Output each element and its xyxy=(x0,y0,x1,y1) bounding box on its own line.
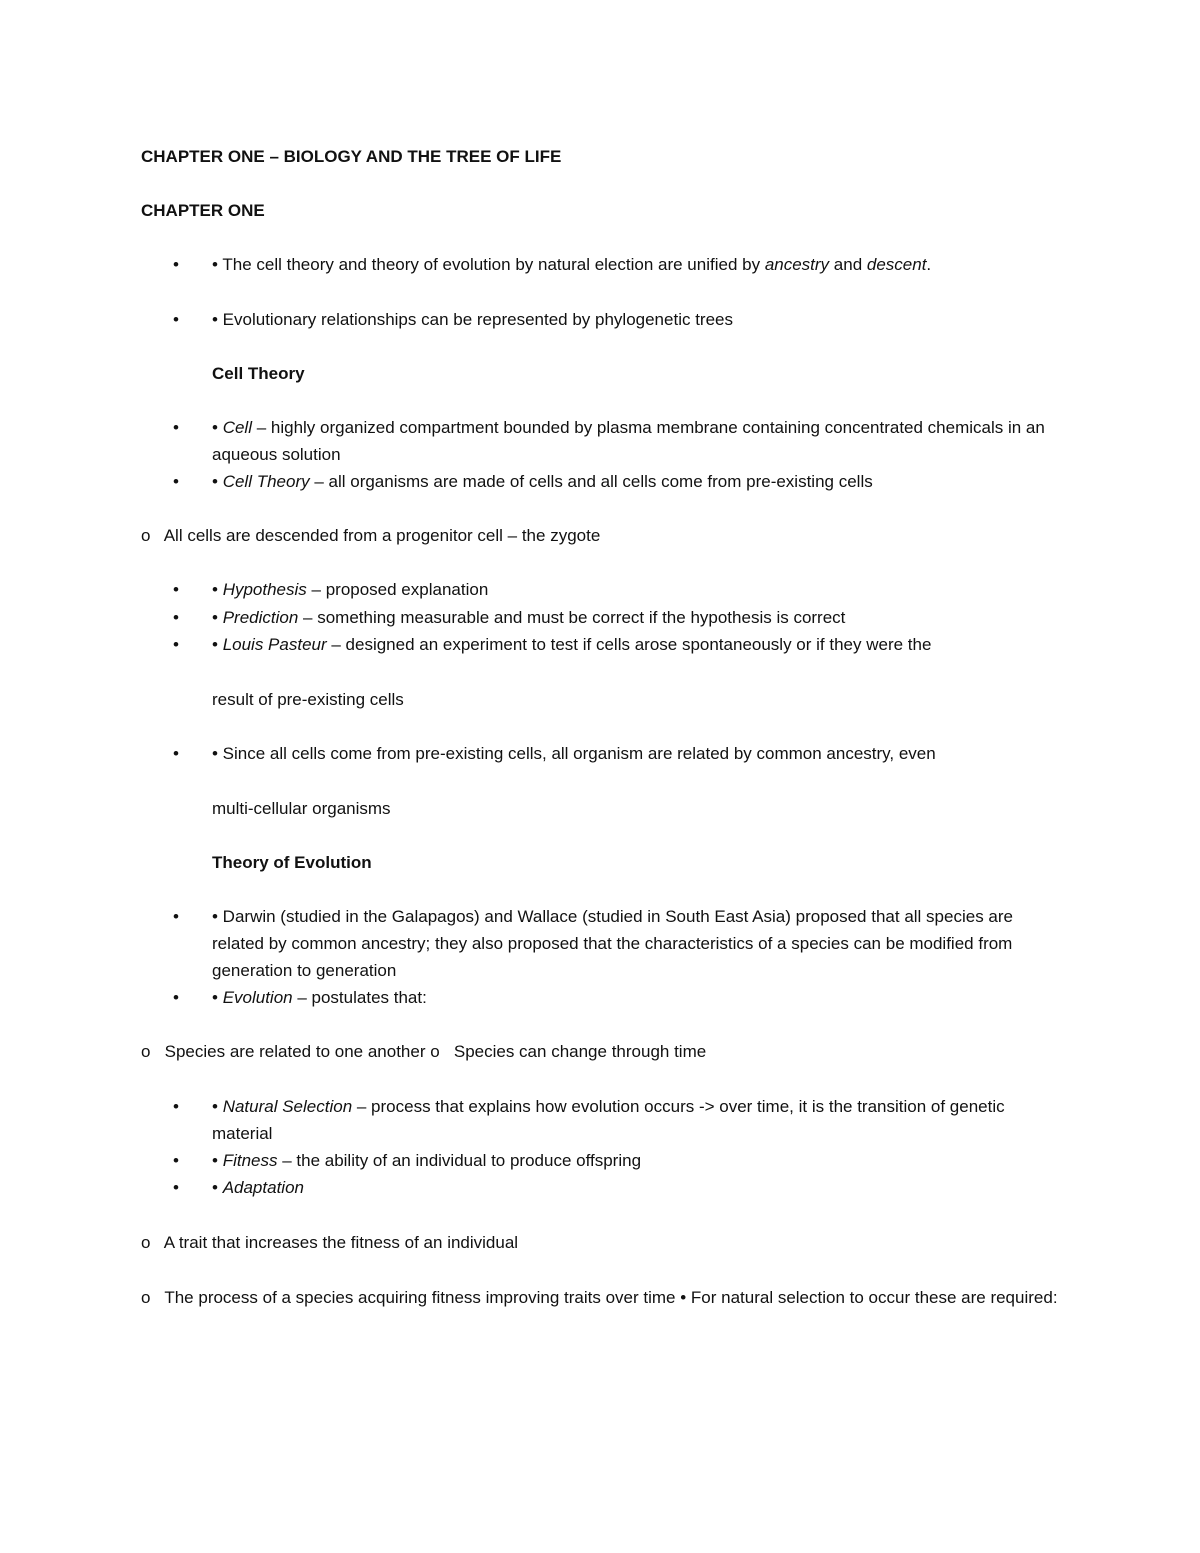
circle-marker: o xyxy=(141,1042,151,1061)
text-segment: and xyxy=(829,255,867,274)
emphasis-term: ancestry xyxy=(764,255,830,274)
sub-list-item xyxy=(141,1284,1061,1311)
bullet-marker: • xyxy=(173,907,179,926)
list-item-text xyxy=(212,984,1063,1011)
bullet-marker: • xyxy=(173,1178,179,1197)
continuation-text: multi-cellular organisms xyxy=(212,799,391,818)
document-title: CHAPTER ONE – BIOLOGY AND THE TREE OF LIFE xyxy=(141,147,562,166)
text-segment: • The cell theory and theory of evolution by natural election are unified by xyxy=(212,255,765,274)
bullet-marker: • xyxy=(173,580,179,599)
circle-marker: o xyxy=(141,1233,151,1252)
text-segment: • xyxy=(212,1151,223,1170)
list-item-text xyxy=(212,251,1063,278)
text-segment: • xyxy=(212,1178,223,1197)
sub-list-item-text: Species are related to one another xyxy=(164,1042,426,1061)
list-item-text xyxy=(212,1147,1063,1174)
bullet-marker: • xyxy=(173,255,179,274)
sub-list-item-text: All cells are descended from a progenitor cell – the zygote xyxy=(163,526,601,545)
emphasis-term: Hypothesis xyxy=(222,580,307,599)
list-item-text: • Darwin (studied in the Galapagos) and Wallace (studied in South East Asia) proposed that all species are related by common ancestry; they also proposed that the characteristics of a species can be modified from generation to generation xyxy=(212,907,1013,980)
emphasis-term: Natural Selection xyxy=(222,1097,353,1116)
list-item xyxy=(173,251,1063,305)
bullet-marker: • xyxy=(173,608,179,627)
text-segment: – designed an experiment to test if cells arose spontaneously or if they were the xyxy=(326,635,932,654)
list-item-text: • Since all cells come from pre-existing cells, all organism are related by common ancestry, even xyxy=(212,744,936,763)
text-segment: – all organisms are made of cells and all cells come from pre-existing cells xyxy=(309,472,873,491)
bullet-marker: • xyxy=(173,1151,179,1170)
emphasis-term: Prediction xyxy=(222,608,299,627)
bullet-marker: • xyxy=(173,1097,179,1116)
emphasis-term: Fitness xyxy=(222,1151,278,1170)
list-item-text xyxy=(212,414,1063,468)
list-item-text xyxy=(212,1093,1063,1147)
text-segment: – proposed explanation xyxy=(306,580,489,599)
bullet-marker: • xyxy=(173,635,179,654)
emphasis-term: descent xyxy=(866,255,927,274)
emphasis-term: Evolution xyxy=(222,988,293,1007)
sub-list-item-text: The process of a species acquiring fitness improving traits over time • For natural selection to occur these are required: xyxy=(164,1288,1058,1307)
emphasis-term: Cell xyxy=(222,418,252,437)
bullet-marker: • xyxy=(173,418,179,437)
bullet-marker: • xyxy=(173,310,179,329)
text-segment: • xyxy=(212,608,223,627)
sub-list-item xyxy=(141,522,1061,549)
text-segment: – process that explains how evolution occurs -> over time, it is the transition of genetic material xyxy=(212,1097,1005,1143)
sub-list-item xyxy=(141,1038,1061,1065)
circle-marker: o xyxy=(430,1042,440,1061)
list-item-text xyxy=(212,468,1063,495)
emphasis-term: Cell Theory xyxy=(222,472,310,491)
sub-list-item xyxy=(141,1229,1061,1256)
bullet-marker: • xyxy=(173,472,179,491)
text-segment: – something measurable and must be correct if the hypothesis is correct xyxy=(298,608,846,627)
text-segment: – highly organized compartment bounded by plasma membrane containing concentrated chemicals in an aqueous solution xyxy=(212,418,1045,464)
circle-marker: o xyxy=(141,1288,151,1307)
section-heading-cell-theory: Cell Theory xyxy=(212,364,305,383)
text-segment: • xyxy=(212,635,223,654)
text-segment: – the ability of an individual to produce offspring xyxy=(277,1151,642,1170)
bullet-marker: • xyxy=(173,744,179,763)
continuation-text: result of pre-existing cells xyxy=(212,690,404,709)
text-segment: • xyxy=(212,418,223,437)
text-segment: • xyxy=(212,580,223,599)
section-heading-theory-of-evolution: Theory of Evolution xyxy=(212,853,372,872)
text-segment: • xyxy=(212,988,223,1007)
text-segment: • xyxy=(212,1097,223,1116)
chapter-heading: CHAPTER ONE xyxy=(141,201,265,220)
emphasis-term: Louis Pasteur xyxy=(222,635,327,654)
text-segment: . xyxy=(926,255,932,274)
list-item-text xyxy=(212,631,1063,658)
sub-list-item-text: Species can change through time xyxy=(453,1042,707,1061)
list-item-text xyxy=(212,1174,1063,1201)
list-item-text: • Evolutionary relationships can be represented by phylogenetic trees xyxy=(212,310,733,329)
bullet-marker: • xyxy=(173,988,179,1007)
list-item-text xyxy=(212,576,1063,603)
text-segment: • xyxy=(212,472,223,491)
emphasis-term: Adaptation xyxy=(222,1178,304,1197)
sub-list-item-text: A trait that increases the fitness of an individual xyxy=(163,1233,519,1252)
circle-marker: o xyxy=(141,526,151,545)
list-item-text xyxy=(212,604,1063,631)
text-segment: – postulates that: xyxy=(292,988,427,1007)
